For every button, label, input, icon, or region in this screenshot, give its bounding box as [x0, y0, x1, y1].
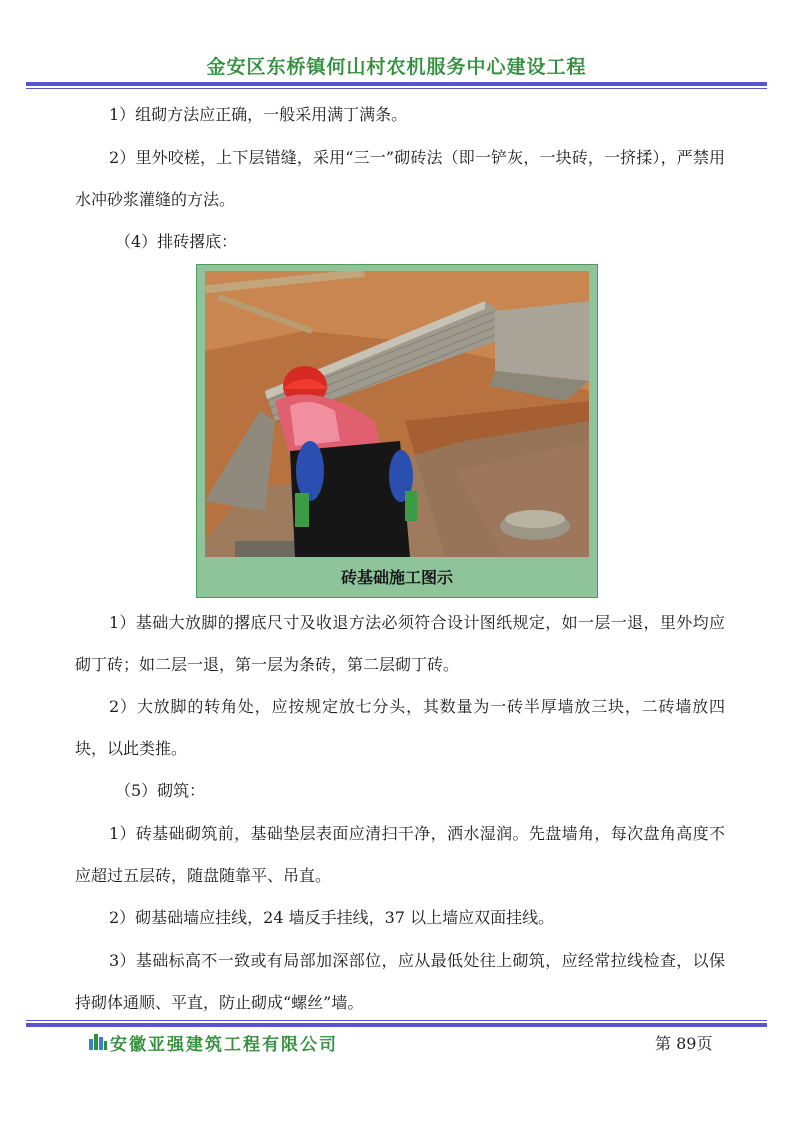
footer-rule — [26, 1020, 767, 1027]
footer-company: 安徽亚强建筑工程有限公司 — [110, 1035, 338, 1055]
page-number: 第 89页 — [655, 1034, 713, 1053]
header-rule — [26, 82, 767, 89]
paragraph-8: 2）砌基础墙应挂线，24 墙反手挂线，37 以上墙应双面挂线。 — [109, 908, 555, 927]
building-logo-icon — [88, 1031, 108, 1055]
section-heading-4: （4）排砖撂底： — [115, 232, 238, 251]
paragraph-4: 1）基础大放脚的撂底尺寸及收退方法必须符合设计图纸规定，如一层一退，里外均应砌丁砖；如二层一退，第一层为条砖，第二层砌丁砖。 — [75, 613, 725, 674]
section-heading-5: （5）砌筑： — [115, 781, 206, 800]
construction-photo — [205, 271, 589, 557]
paragraph-2: 2）里外咬槎，上下层错缝，采用“三一”砌砖法（即一铲灰，一块砖，一挤揉），严禁用水冲砂浆灌缝的方法。 — [75, 148, 725, 209]
figure-caption: 砖基础施工图示 — [340, 568, 453, 587]
paragraph-5: 2）大放脚的转角处，应按规定放七分头，其数量为一砖半厚墙放三块，二砖墙放四块，以此类推。 — [75, 697, 725, 758]
header-title: 金安区东桥镇何山村农机服务中心建设工程 — [206, 56, 587, 78]
paragraph-1: 1）组砌方法应正确，一般采用满丁满条。 — [109, 105, 408, 124]
paragraph-7: 1）砖基础砌筑前，基础垫层表面应清扫干净，洒水湿润。先盘墙角，每次盘角高度不应超过五层砖，随盘随靠平、吊直。 — [75, 824, 725, 885]
figure-frame — [196, 264, 598, 598]
paragraph-9: 3）基础标高不一致或有局部加深部位，应从最低处往上砌筑，应经常拉线检查，以保持砌体通顺、平直，防止砌成“螺丝”墙。 — [75, 951, 725, 1012]
